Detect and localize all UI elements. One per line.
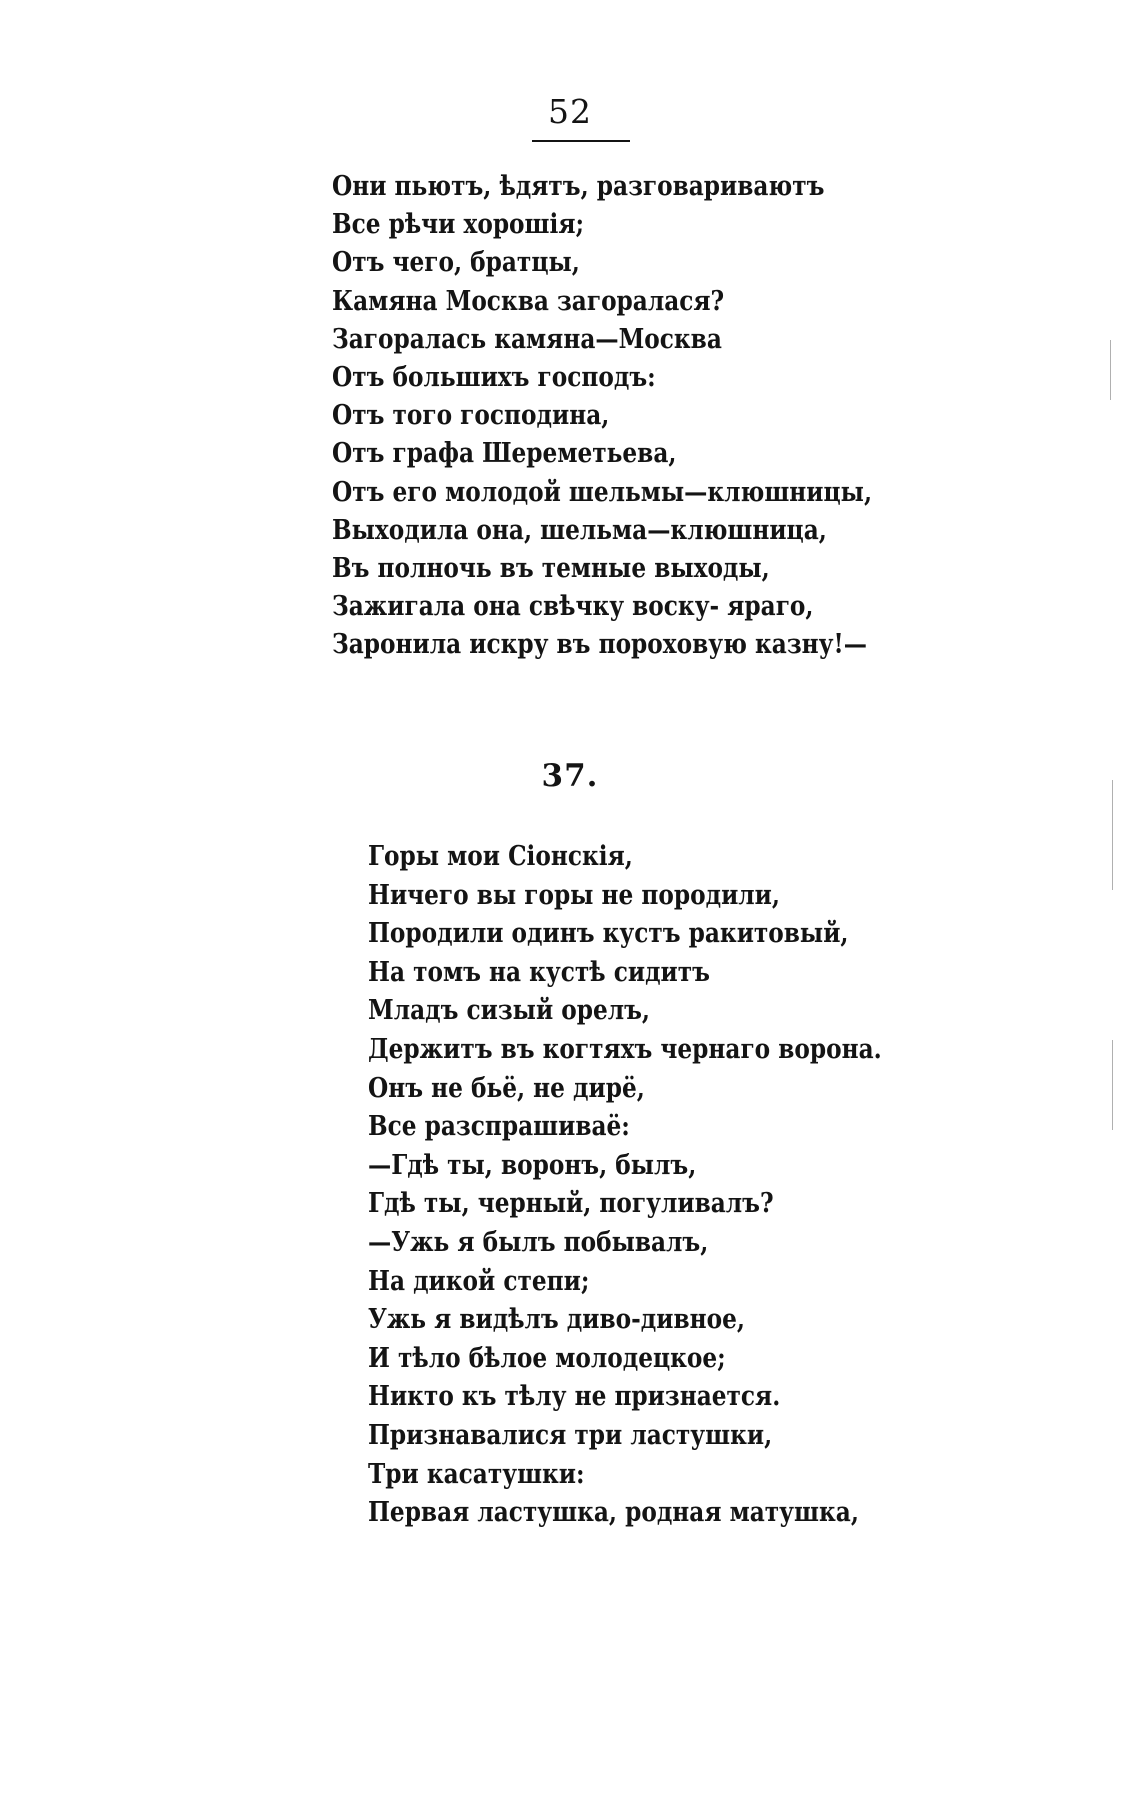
verse-line: Горы мои Сіонскія,	[368, 841, 633, 872]
verse-line: Они пьютъ, ѣдятъ, разговариваютъ	[332, 171, 825, 202]
verse-line: Признавалися три ластушки,	[368, 1419, 773, 1451]
verse-line: Все рѣчи хорошія;	[332, 209, 585, 241]
verse-line: Онъ не бьё, не дирё,	[368, 1072, 645, 1104]
verse-line: Первая ластушка, родная матушка,	[368, 1497, 859, 1529]
verse-line: Ужь я видѣлъ диво-дивное,	[368, 1304, 745, 1336]
verse-line: Въ полночь въ темные выходы,	[332, 552, 770, 584]
verse-line: Загоралась камяна—Москва	[332, 323, 722, 355]
verse-line: Отъ чего, братцы,	[332, 247, 580, 279]
verse-line: Зажигала она свѣчку воску- яраго,	[332, 591, 814, 623]
verse-line: Отъ его молодой шельмы—клюшницы,	[332, 476, 873, 508]
poem-number: 37.	[541, 758, 599, 794]
verse-line: Отъ того господина,	[332, 400, 610, 432]
scan-edge-mark	[1112, 780, 1113, 890]
verse-line: Три касатушки:	[368, 1458, 585, 1490]
verse-line: На томъ на кустѣ сидитъ	[368, 956, 710, 988]
verse-line: —Гдѣ ты, воронъ, былъ,	[368, 1149, 697, 1181]
verse-line: —Ужь я былъ побывалъ,	[368, 1226, 709, 1258]
verse-line: Младъ сизый орелъ,	[368, 995, 651, 1027]
scan-edge-mark	[1112, 1040, 1113, 1130]
poem-37	[368, 838, 965, 1533]
verse-line: Все разспрашиваё:	[368, 1111, 630, 1143]
verse-line: Ничего вы горы не породили,	[368, 879, 780, 911]
scan-edge-mark	[1110, 340, 1111, 400]
verse-line: Гдѣ ты, черный, погуливалъ?	[368, 1188, 774, 1220]
verse-line: Выходила она, шельма—клюшница,	[332, 514, 827, 546]
verse-line: Держитъ въ когтяхъ чернаго ворона.	[368, 1033, 882, 1065]
verse-line: Отъ графа Шереметьева,	[332, 438, 677, 470]
poem-continued	[332, 168, 960, 664]
verse-line: Породили одинъ кустъ ракитовый,	[368, 918, 849, 950]
page-number-rule	[532, 140, 630, 142]
verse-line: На дикой степи;	[368, 1265, 590, 1297]
verse-line: И тѣло бѣлое молодецкое;	[368, 1342, 726, 1374]
verse-line: Заронила искру въ пороховую казну!—	[332, 629, 867, 661]
page-number: 52	[548, 92, 592, 131]
verse-line: Камяна Москва загоралася?	[332, 285, 725, 317]
verse-line: Никто къ тѣлу не признается.	[368, 1381, 781, 1413]
verse-line: Отъ большихъ господъ:	[332, 361, 656, 393]
